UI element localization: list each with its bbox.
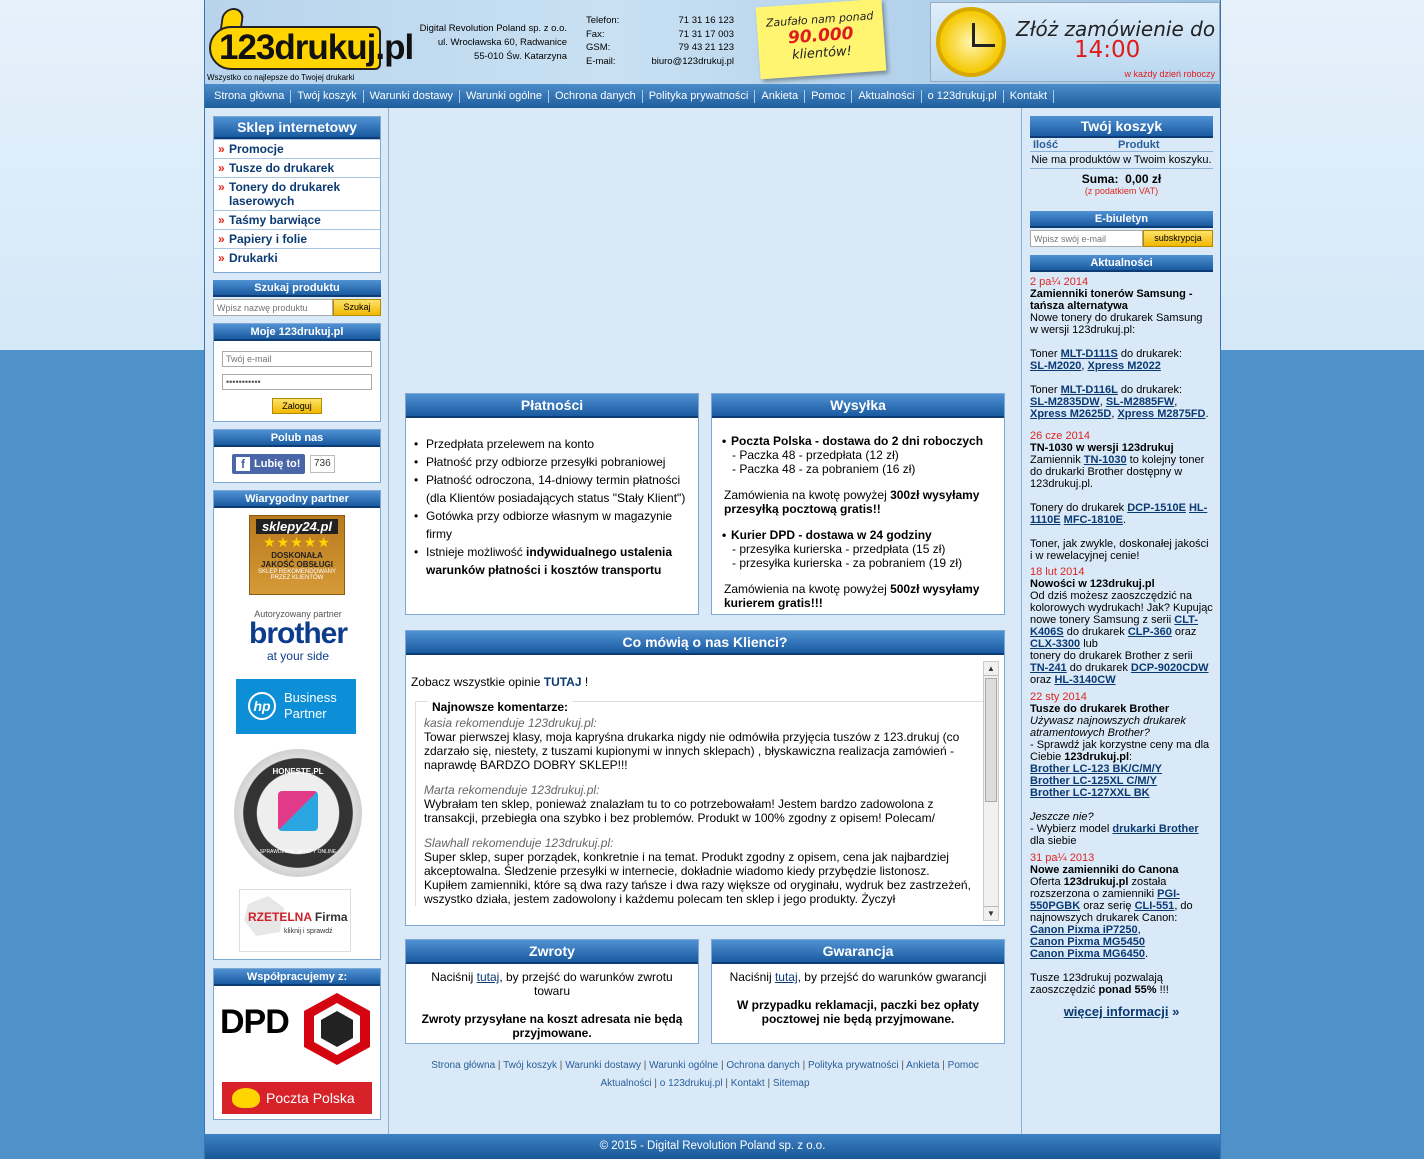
footer-nav-link[interactable]: Ochrona danych bbox=[726, 1060, 800, 1071]
like-count: 736 bbox=[310, 455, 335, 473]
footer-nav-link[interactable]: Kontakt bbox=[730, 1078, 765, 1089]
shop-menu bbox=[213, 116, 381, 273]
news-link[interactable]: drukarki Brother bbox=[1112, 823, 1199, 835]
content bbox=[205, 108, 1220, 1134]
contact-email[interactable]: biuro@123drukuj.pl bbox=[651, 55, 734, 67]
footer-nav-link[interactable]: Warunki dostawy bbox=[565, 1060, 641, 1071]
facebook-icon: f bbox=[236, 457, 250, 471]
login-button[interactable]: Zaloguj bbox=[272, 398, 322, 414]
news-item: 2 pa¼ 2014 Zamienniki tonerów Samsung - tańsza alternatywa Nowe tonery do drukarek Samsung w wersji 123drukuj.pl: Toner MLT-D111S do drukarek: SL-M2020, Xpress M2022 Toner MLT-D116L do drukarek: SL-M2835DW, SL-M2885FW, Xpress M2625D, Xpress M2875FD. bbox=[1030, 276, 1209, 420]
stars-icon: ★★★★★ bbox=[263, 534, 331, 550]
menu-item-tasmy[interactable]: » Taśmy barwiące bbox=[214, 210, 380, 229]
news-link[interactable]: SL-M2835DW bbox=[1030, 396, 1100, 408]
news-link[interactable]: DCP-1510E bbox=[1127, 502, 1186, 514]
nav-polityka-prywatnosci[interactable]: Polityka prywatności bbox=[643, 90, 756, 103]
shop-menu-title: Sklep internetowy bbox=[214, 117, 380, 139]
news-link[interactable]: TN-1030 bbox=[1083, 454, 1127, 466]
nav-aktualnosci[interactable]: Aktualności bbox=[852, 90, 921, 103]
arrow-icon: » bbox=[218, 213, 225, 227]
news-link[interactable]: CLT-K406S bbox=[1030, 614, 1198, 638]
news-link[interactable]: SL-M2020 bbox=[1030, 360, 1082, 372]
hp-logo-icon: hp bbox=[248, 692, 276, 720]
double-arrow-icon: » bbox=[1172, 1004, 1180, 1019]
arrow-icon: » bbox=[218, 180, 225, 194]
comment: Slawhall rekomenduje 123drukuj.pl: Super sklep, super porządek, konkretnie i na temat. Produkt zgodny z opisem, cena jak najbardziej akceptowalna. Śledzenie przesyłki w internecie, dokładnie wiadomo kiedy przybędzie listonosz. Kupiłem zamienniki, które są dwa razy tańsze i dwa razy większe od oryginału, wydruk bez zastrzeżeń, wszystko działa, jestem zadowolony i każdemu polecam ten sklep i jego produkty. Życzył bbox=[424, 836, 971, 906]
brother-badge[interactable]: Autoryzowany partner brother at your side bbox=[249, 609, 347, 663]
news-link[interactable]: Xpress M2022 bbox=[1087, 360, 1161, 372]
nav-warunki-dostawy[interactable]: Warunki dostawy bbox=[364, 90, 460, 103]
news-link[interactable]: MLT-D116L bbox=[1060, 384, 1118, 396]
news-link[interactable]: Canon Pixma iP7250 bbox=[1030, 924, 1138, 936]
menu-item-promocje[interactable]: » Promocje bbox=[214, 139, 380, 158]
footer-nav-link[interactable]: Sitemap bbox=[772, 1078, 810, 1089]
news-item: 31 pa¼ 2013 Nowe zamienniki do Canona Oferta 123drukuj.pl została rozszerzona o zamienniki PGI-550PGBK oraz serię CLI-551, do najnowszych drukarek Canon: Canon Pixma iP7250, Canon Pixma MG5450 Canon Pixma MG6450. Tusze 123drukuj pozwalają zaoszczędzić ponad 55% !!! bbox=[1030, 852, 1193, 996]
shopping-bags-icon bbox=[278, 791, 318, 831]
top-banner-area bbox=[389, 108, 1021, 350]
warranty-box: Gwarancja Naciśnij tutaj, by przejść do warunków gwarancji W przypadku reklamacji, paczki bez opłaty pocztowej nie będą przyjmowane. bbox=[711, 939, 1005, 1044]
footer-nav-link[interactable]: Strona główna bbox=[431, 1060, 496, 1071]
search-button[interactable]: Szukaj bbox=[333, 299, 381, 316]
cart-box: Twój koszyk Ilość Produkt Nie ma produktów w Twoim koszyku. Suma: 0,00 zł (z podatkiem VAT) bbox=[1031, 118, 1212, 196]
nav-kontakt[interactable]: Kontakt bbox=[1004, 90, 1054, 103]
footer: © 2015 - Digital Revolution Poland sp. z o.o. bbox=[205, 1134, 1220, 1159]
logo[interactable] bbox=[207, 4, 414, 72]
news-link[interactable]: HL-1110E bbox=[1030, 502, 1208, 526]
clock-icon bbox=[936, 7, 1006, 77]
arrow-icon: » bbox=[218, 142, 225, 156]
order-deadline-banner: Złóż zamówienie do 14:00 w każdy dzień roboczy bbox=[930, 2, 1220, 82]
news-link[interactable]: MLT-D111S bbox=[1060, 348, 1118, 360]
news-link[interactable]: PGI-550PGBK bbox=[1030, 888, 1180, 912]
menu-item-tusze[interactable]: » Tusze do drukarek bbox=[214, 158, 380, 177]
news-link[interactable]: HL-3140CW bbox=[1054, 674, 1116, 686]
newsletter-box: E-biuletyn Wpisz swój e-mail subskrypcja bbox=[1030, 211, 1213, 247]
footer-nav-link[interactable]: Warunki ogólne bbox=[649, 1060, 719, 1071]
login-password-input[interactable]: ••••••••••• bbox=[222, 374, 372, 390]
top-navigation bbox=[205, 84, 1220, 108]
left-sidebar bbox=[205, 108, 389, 1134]
scroll-down-icon[interactable]: ▼ bbox=[984, 906, 998, 920]
news-link[interactable]: Xpress M2875FD bbox=[1117, 408, 1206, 420]
arrow-icon: » bbox=[218, 232, 225, 246]
footer-navigation: Strona główna | Twój koszyk | Warunki dostawy | Warunki ogólne | Ochrona danych | Polityka prywatności | Ankieta | Pomoc Aktualności | o 123drukuj.pl | Kontakt | Sitemap bbox=[431, 1060, 979, 1089]
partners-box: Wiarygodny partner sklepy24.pl ★★★★★ DOSKONAŁA JAKOŚĆ OBSŁUGI SKLEP REKOMENDOWANY PRZEZ KLIENTÓW Autoryzowany partner brother at your side hp Business Partner HONESTE.PL SPRAWDZONE SKLEPY ONLINE RZETELNA Firma kliknij i sprawdź bbox=[213, 490, 381, 960]
scroll-thumb[interactable] bbox=[985, 678, 997, 802]
news-box: Aktualności 2 pa¼ 2014 Zamienniki tonerów Samsung - tańsza alternatywa Nowe tonery do drukarek Samsung w wersji 123drukuj.pl: Toner MLT-D111S do drukarek: SL-M2020, Xpress M2022 Toner MLT-D116L do drukarek: SL-M2835DW, SL-M2885FW, Xpress M2625D, Xpress M2875FD. 26 cze 2014 TN-1030 w wersji 123drukuj Zamiennik TN-1030 to kolejny toner do drukarki Brother dostępny w 123drukuj.pl. Tonery do drukarek DCP-1510E HL-1110E MFC-1810E. Toner, jak zwykle, doskonałej jakości i w rewelacyjnej cenie! 18 lut 2014 Nowości w 123drukuj.pl Od dziś możesz zaoszczędzić na kolorowych wydrukach! Jak? Kupując nowe tonery Samsung z serii CLT-K406S do drukarek CLP-360 oraz CLX-3300 lub tonery do drukarek Brother z serii TN-241 do drukarek DCP-9020CDW oraz HL-3140CW 22 sty 2014 Tusze do drukarek Brother Używasz najnowszych drukarek atramentowych Brother? - Sprawdź jak korzystne ceny ma dla Ciebie 123drukuj.pl: Brother LC-123 BK/C/M/Y Brother LC-125XL C/M/Y Brother LC-127XXL BK Jeszcze nie? - Wybierz model drukarki Brother dla siebie 31 pa¼ 2013 Nowe zamienniki do Canona Oferta 123drukuj.pl została rozszerzona o zamienniki PGI-550PGBK oraz serię CLI-551, do najnowszych drukarek Canon: Canon Pixma iP7250, Canon Pixma MG5450 Canon Pixma MG6450. Tusze 123drukuj pozwalają zaoszczędzić ponad 55% !!! więcej informacji » bbox=[1030, 257, 1213, 1019]
horn-icon bbox=[232, 1088, 260, 1108]
footer-nav-link[interactable]: Pomoc bbox=[947, 1060, 979, 1071]
arrow-icon: » bbox=[218, 251, 225, 265]
shipping-box: Wysyłka • Poczta Polska - dostawa do 2 dni roboczych - Paczka 48 - przedpłata (12 zł) - Paczka 48 - za pobraniem (16 zł) Zamówienia na kwotę powyżej 300zł wysyłamy przesyłką pocztową gratis!! • Kurier DPD - dostawa w 24 godziny - przesyłka kurierska - przedpłata (15 zł) - przesyłka kurierska - za pobraniem (19 zł) Zamówienia na kwotę powyżej 500zł wysyłamy kurierem gratis!!! bbox=[711, 393, 1005, 615]
news-item: 26 cze 2014 TN-1030 w wersji 123drukuj Zamiennik TN-1030 to kolejny toner do drukarki Brother dostępny w 123drukuj.pl. Tonery do drukarek DCP-1510E HL-1110E MFC-1810E. Toner, jak zwykle, doskonałej jakości i w rewelacyjnej cenie! bbox=[1030, 430, 1209, 562]
subscribe-button[interactable]: subskrypcja bbox=[1143, 230, 1213, 247]
comment: Marta rekomenduje 123drukuj.pl: Wybrałam ten sklep, ponieważ znalazłam tu to co potrzebowałam! Jestem bardzo zadowolona z transakcji, przebiegła ona szybko i bez problemów. Produkt w 100% zgodny z opisem! Polecam/ bbox=[424, 783, 935, 825]
nav-ochrona-danych[interactable]: Ochrona danych bbox=[549, 90, 643, 103]
nav-o-nas[interactable]: o 123drukuj.pl bbox=[922, 90, 1004, 103]
footer-nav-link[interactable]: Aktualności bbox=[600, 1078, 652, 1089]
nav-pomoc[interactable]: Pomoc bbox=[805, 90, 852, 103]
arrow-icon: » bbox=[218, 161, 225, 175]
trust-note: Zaufało nam ponad 90.000 klientów! bbox=[756, 0, 887, 79]
like-button[interactable]: f Lubię to! bbox=[232, 454, 305, 474]
menu-item-drukarki[interactable]: » Drukarki bbox=[214, 248, 380, 267]
cart-empty-message: Nie ma produktów w Twoim koszyku. bbox=[1030, 152, 1213, 169]
search-box: Szukaj produktu Wpisz nazwę produktu Szukaj bbox=[213, 280, 381, 318]
payments-box: Płatności • Przedpłata przelewem na konto • Płatność przy odbiorze przesyłki pobraniowej • Płatność odroczona, 14-dniowy termin płatności (dla Klientów posiadających status "Stały Klient") • Gotówka przy odbiorze własnym w magazynie firmy • Istnieje możliwość indywidualnego ustalenia warunków płatności i kosztów transportu bbox=[405, 393, 699, 615]
scrollbar[interactable] bbox=[983, 661, 999, 921]
footer-nav-link[interactable]: o 123drukuj.pl bbox=[659, 1078, 723, 1089]
right-sidebar bbox=[1021, 108, 1220, 1134]
sklepy24-badge[interactable]: sklepy24.pl ★★★★★ DOSKONAŁA JAKOŚĆ OBSŁUGI SKLEP REKOMENDOWANY PRZEZ KLIENTÓW bbox=[249, 515, 345, 595]
rzetelna-firma-badge[interactable]: RZETELNA Firma kliknij i sprawdź bbox=[239, 889, 351, 952]
dpd-logo[interactable]: DPD bbox=[220, 993, 372, 1069]
news-link[interactable]: Brother LC-125XL C/M/Y bbox=[1030, 775, 1157, 787]
menu-item-papiery[interactable]: » Papiery i folie bbox=[214, 229, 380, 248]
dpd-cube-icon bbox=[304, 993, 370, 1065]
news-link[interactable]: TN-241 bbox=[1030, 662, 1067, 674]
poczta-polska-logo[interactable]: Poczta Polska bbox=[222, 1082, 372, 1114]
news-link[interactable]: CLI-551 bbox=[1134, 900, 1175, 912]
news-link[interactable]: Canon Pixma MG5450 bbox=[1030, 936, 1145, 948]
nav-ankieta[interactable]: Ankieta bbox=[755, 90, 805, 103]
news-link[interactable]: DCP-9020CDW bbox=[1130, 662, 1209, 674]
news-link[interactable]: Canon Pixma MG6450 bbox=[1030, 948, 1145, 960]
page bbox=[204, 0, 1221, 1159]
opinions-link[interactable]: TUTAJ bbox=[543, 675, 582, 689]
facebook-box: Polub nas f Lubię to! 736 bbox=[213, 429, 381, 483]
login-box: Moje 123drukuj.pl Twój e-mail ••••••••••• Zaloguj bbox=[213, 323, 381, 422]
news-link[interactable]: Brother LC-123 BK/C/M/Y bbox=[1030, 763, 1163, 775]
returns-link[interactable]: tutaj bbox=[476, 970, 500, 984]
menu-item-tonery[interactable]: » Tonery do drukarek laserowych bbox=[214, 177, 380, 210]
tagline: Wszystko co najlepsze do Twojej drukarki bbox=[207, 73, 355, 82]
contact-info: Telefon: 71 31 16 123 Fax: 71 31 17 003 GSM: 79 43 21 123 E-mail: biuro@123drukuj.pl bbox=[586, 15, 734, 67]
news-link[interactable]: SL-M2885FW bbox=[1105, 396, 1175, 408]
news-link[interactable]: Xpress M2625D bbox=[1030, 408, 1112, 420]
search-input[interactable] bbox=[213, 299, 333, 316]
main-content bbox=[389, 108, 1021, 1134]
opinions-box: Co mówią o nas Klienci? Zobacz wszystkie opinie TUTAJ ! Najnowsze komentarze: kasia rekomenduje 123drukuj.pl: Towar pierwszej klasy, moja kapryśna drukarka nigdy nie odmówiła przyjęcia tuszów z 123.drukuj (co zdarzało się, niestety, z tuszami kupionymi w innych sklepach) , błyskawiczna realizacja zamówień - naprawdę BARDZO DOBRY SKLEP!!! Marta rekomenduje 123drukuj.pl: Wybrałam ten sklep, ponieważ znalazłam tu to co potrzebowałam! Jestem bardzo zadowolona z transakcji, przebiegła ona szybko i bez problemów. Produkt w 100% zgodny z opisem! Polecam/ Slawhall rekomenduje 123drukuj.pl: Super sklep, super porządek, konkretnie i na temat. Produkt zgodny z opisem, cena jak najbardziej akceptowalna. Śledzenie przesyłki w internecie, dokładnie wiadomo kiedy przybędzie listonosz. Kupiłem zamienniki, które są dwa razy tańsze i dwa razy większe od oryginału, wydruk bez zastrzeżeń, wszystko działa, jestem zadowolony i każdemu polecam ten sklep i jego produkty. Życzył ▲ ▼ bbox=[405, 630, 1005, 926]
scroll-up-icon[interactable]: ▲ bbox=[984, 662, 998, 676]
header bbox=[205, 0, 1220, 84]
footer-nav-link[interactable]: Twój koszyk bbox=[503, 1060, 558, 1071]
news-list bbox=[1030, 276, 1213, 996]
logo-text: 123drukuj.pl bbox=[219, 28, 414, 67]
cooperation-box: Współpracujemy z: DPD Poczta Polska bbox=[213, 968, 381, 1120]
opinions-scroll-area[interactable]: Zobacz wszystkie opinie TUTAJ ! Najnowsze komentarze: kasia rekomenduje 123drukuj.pl: Towar pierwszej klasy, moja kapryśna drukarka nigdy nie odmówiła przyjęcia tuszów z 123.drukuj (co zdarzało się, niestety, z tuszami kupionymi w innych sklepach) , błyskawiczna realizacja zamówień - naprawdę BARDZO DOBRY SKLEP!!! Marta rekomenduje 123drukuj.pl: Wybrałam ten sklep, ponieważ znalazłam tu to co potrzebowałam! Jestem bardzo zadowolona z transakcji, przebiegła ona szybko i bez problemów. Produkt w 100% zgodny z opisem! Polecam/ Slawhall rekomenduje 123drukuj.pl: Super sklep, super porządek, konkretnie i na temat. Produkt zgodny z opisem, cena jak najbardziej akceptowalna. Śledzenie przesyłki w internecie, dokładnie wiadomo kiedy przybędzie listonosz. Kupiłem zamienniki, które są dwa razy tańsze i dwa razy większe od oryginału, wydruk bez zastrzeżeń, wszystko działa, jestem zadowolony i każdemu polecam ten sklep i jego produkty. Życzył bbox=[409, 659, 985, 921]
news-link[interactable]: CLX-3300 bbox=[1030, 638, 1081, 650]
hp-partner-badge[interactable]: hp Business Partner bbox=[236, 679, 356, 734]
login-email-input[interactable] bbox=[222, 351, 372, 367]
news-item: 22 sty 2014 Tusze do drukarek Brother Używasz najnowszych drukarek atramentowych Brother? - Sprawdź jak korzystne ceny ma dla Ciebie 123drukuj.pl: Brother LC-123 BK/C/M/Y Brother LC-125XL C/M/Y Brother LC-127XXL BK Jeszcze nie? - Wybierz model drukarki Brother dla siebie bbox=[1030, 691, 1210, 847]
honeste-badge[interactable]: HONESTE.PL SPRAWDZONE SKLEPY ONLINE bbox=[234, 749, 362, 877]
footer-nav-link[interactable]: Polityka prywatności bbox=[807, 1060, 899, 1071]
comments-fieldset: Najnowsze komentarze: kasia rekomenduje 123drukuj.pl: Towar pierwszej klasy, moja kapryśna drukarka nigdy nie odmówiła przyjęcia tuszów z 123.drukuj (co zdarzało się, niestety, z tuszami kupionymi w innych sklepach) , błyskawiczna realizacja zamówień - naprawdę BARDZO DOBRY SKLEP!!! Marta rekomenduje 123drukuj.pl: Wybrałam ten sklep, ponieważ znalazłam tu to co potrzebowałam! Jestem bardzo zadowolona z transakcji, przebiegła ona szybko i bez problemów. Produkt w 100% zgodny z opisem! Polecam/ Slawhall rekomenduje 123drukuj.pl: Super sklep, super porządek, konkretnie i na temat. Produkt zgodny z opisem, cena jak najbardziej akceptowalna. Śledzenie przesyłki w internecie, dokładnie wiadomo kiedy przybędzie listonosz. Kupiłem zamienniki, które są dwa razy tańsze i dwa razy większe od oryginału, wydruk bez zastrzeżeń, wszystko działa, jestem zadowolony i każdemu polecam ten sklep i jego produkty. Życzył bbox=[415, 701, 985, 906]
more-news-link[interactable]: więcej informacji bbox=[1063, 1004, 1169, 1019]
nav-strona-glowna[interactable]: Strona główna bbox=[208, 90, 291, 103]
news-link[interactable]: CLP-360 bbox=[1127, 626, 1172, 638]
news-link[interactable]: Brother LC-127XXL BK bbox=[1030, 787, 1150, 799]
news-link[interactable]: MFC-1810E bbox=[1063, 514, 1123, 526]
comment: kasia rekomenduje 123drukuj.pl: Towar pierwszej klasy, moja kapryśna drukarka nigdy nie odmówiła przyjęcia tuszów z 123.drukuj (co zdarzało się, niestety, z tuszami kupionymi w innych sklepach) , błyskawiczna realizacja zamówień - naprawdę BARDZO DOBRY SKLEP!!! bbox=[424, 716, 960, 772]
returns-box: Zwroty Naciśnij tutaj, by przejść do warunków zwrotu towaru Zwroty przysyłane na koszt adresata nie będą przyjmowane. bbox=[405, 939, 699, 1044]
warranty-link[interactable]: tutaj bbox=[774, 970, 798, 984]
nav-twoj-koszyk[interactable]: Twój koszyk bbox=[291, 90, 363, 103]
news-item: 18 lut 2014 Nowości w 123drukuj.pl Od dziś możesz zaoszczędzić na kolorowych wydrukach! Jak? Kupując nowe tonery Samsung z serii CLT-K406S do drukarek CLP-360 oraz CLX-3300 lub tonery do drukarek Brother z serii TN-241 do drukarek DCP-9020CDW oraz HL-3140CW bbox=[1030, 566, 1213, 686]
company-address: Digital Revolution Poland sp. z o.o. ul. Wrocławska 60, Radwanice 55-010 Św. Katarzyna bbox=[419, 23, 567, 62]
nav-warunki-ogolne[interactable]: Warunki ogólne bbox=[460, 90, 549, 103]
newsletter-email-input[interactable] bbox=[1030, 230, 1143, 247]
cart-total: 0,00 zł bbox=[1125, 172, 1162, 186]
footer-nav-link[interactable]: Ankieta bbox=[906, 1060, 940, 1071]
